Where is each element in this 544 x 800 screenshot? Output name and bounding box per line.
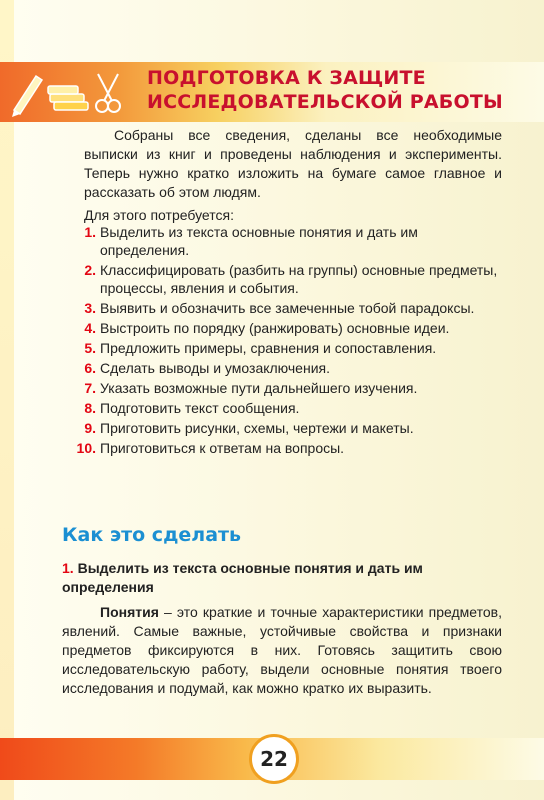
step-text: Предложить примеры, сравнения и сопоставления.	[100, 340, 437, 356]
intro-paragraph: Собраны все сведения, сделаны все необходимые выписки из книг и проведены наблюдения и эксперименты. Теперь нужно кратко изложить на бумаге самое главное и рассказать об этом людям.	[84, 127, 502, 200]
list-item	[68, 319, 504, 337]
step-number: 2.	[84, 262, 96, 278]
books-icon	[48, 86, 88, 110]
list-item	[68, 339, 504, 357]
subsection-heading	[62, 559, 482, 597]
step-number: 1.	[84, 224, 96, 240]
step-text: Подготовить текст сообщения.	[100, 400, 300, 416]
step-number: 10.	[76, 440, 96, 456]
step-text: Выделить из текста основные понятия и дать им определения.	[100, 224, 418, 258]
header-decoration	[6, 66, 126, 118]
subsection-title: Выделить из текста основные понятия и дать им определения	[62, 560, 423, 595]
list-item	[68, 379, 504, 397]
step-text: Выстроить по порядку (ранжировать) основные идеи.	[100, 320, 450, 336]
step-number: 5.	[84, 340, 96, 356]
step-number: 6.	[84, 360, 96, 376]
list-item	[68, 439, 504, 457]
list-item	[68, 261, 504, 297]
list-item	[68, 399, 504, 417]
subsection-number: 1.	[62, 560, 74, 576]
step-number: 8.	[84, 400, 96, 416]
requirements-label: Для этого потребуется:	[84, 207, 234, 223]
step-text: Приготовиться к ответам на вопросы.	[100, 440, 345, 456]
how-to-heading: Как это сделать	[62, 524, 242, 546]
list-item	[68, 419, 504, 437]
page-title	[147, 66, 503, 114]
step-text: Выявить и обозначить все замеченные тобой парадоксы.	[100, 300, 475, 316]
pencil-icon	[12, 76, 42, 117]
step-text: Сделать выводы и умозаключения.	[100, 360, 330, 376]
steps-list	[68, 223, 504, 459]
step-text: Указать возможные пути дальнейшего изучения.	[100, 380, 418, 396]
paragraph-text: – это краткие и точные характеристики предметов, явлений. Самые важные, устойчивые свойства и признаки предметов фиксируются в них. Готовясь защитить свою исследовательскую работу, выдели основные понятия твоего исследования и подумай, как можно кратко их выразить.	[62, 604, 502, 696]
step-text: Классифицировать (разбить на группы) основные предметы, процессы, явления и события.	[100, 262, 498, 296]
title-line-1: ПОДГОТОВКА К ЗАЩИТЕ	[147, 67, 426, 89]
term-label: Понятия	[100, 604, 159, 620]
concepts-paragraph	[62, 603, 502, 698]
list-item	[68, 223, 504, 259]
step-number: 3.	[84, 300, 96, 316]
step-number: 4.	[84, 320, 96, 336]
title-line-2: ИССЛЕДОВАТЕЛЬСКОЙ РАБОТЫ	[147, 91, 503, 113]
step-number: 9.	[84, 420, 96, 436]
step-text: Приготовить рисунки, схемы, чертежи и макеты.	[100, 420, 414, 436]
step-number: 7.	[84, 380, 96, 396]
list-item	[68, 359, 504, 377]
page-number-badge: 22	[249, 734, 299, 784]
list-item	[68, 299, 504, 317]
scissors-icon	[96, 74, 120, 112]
